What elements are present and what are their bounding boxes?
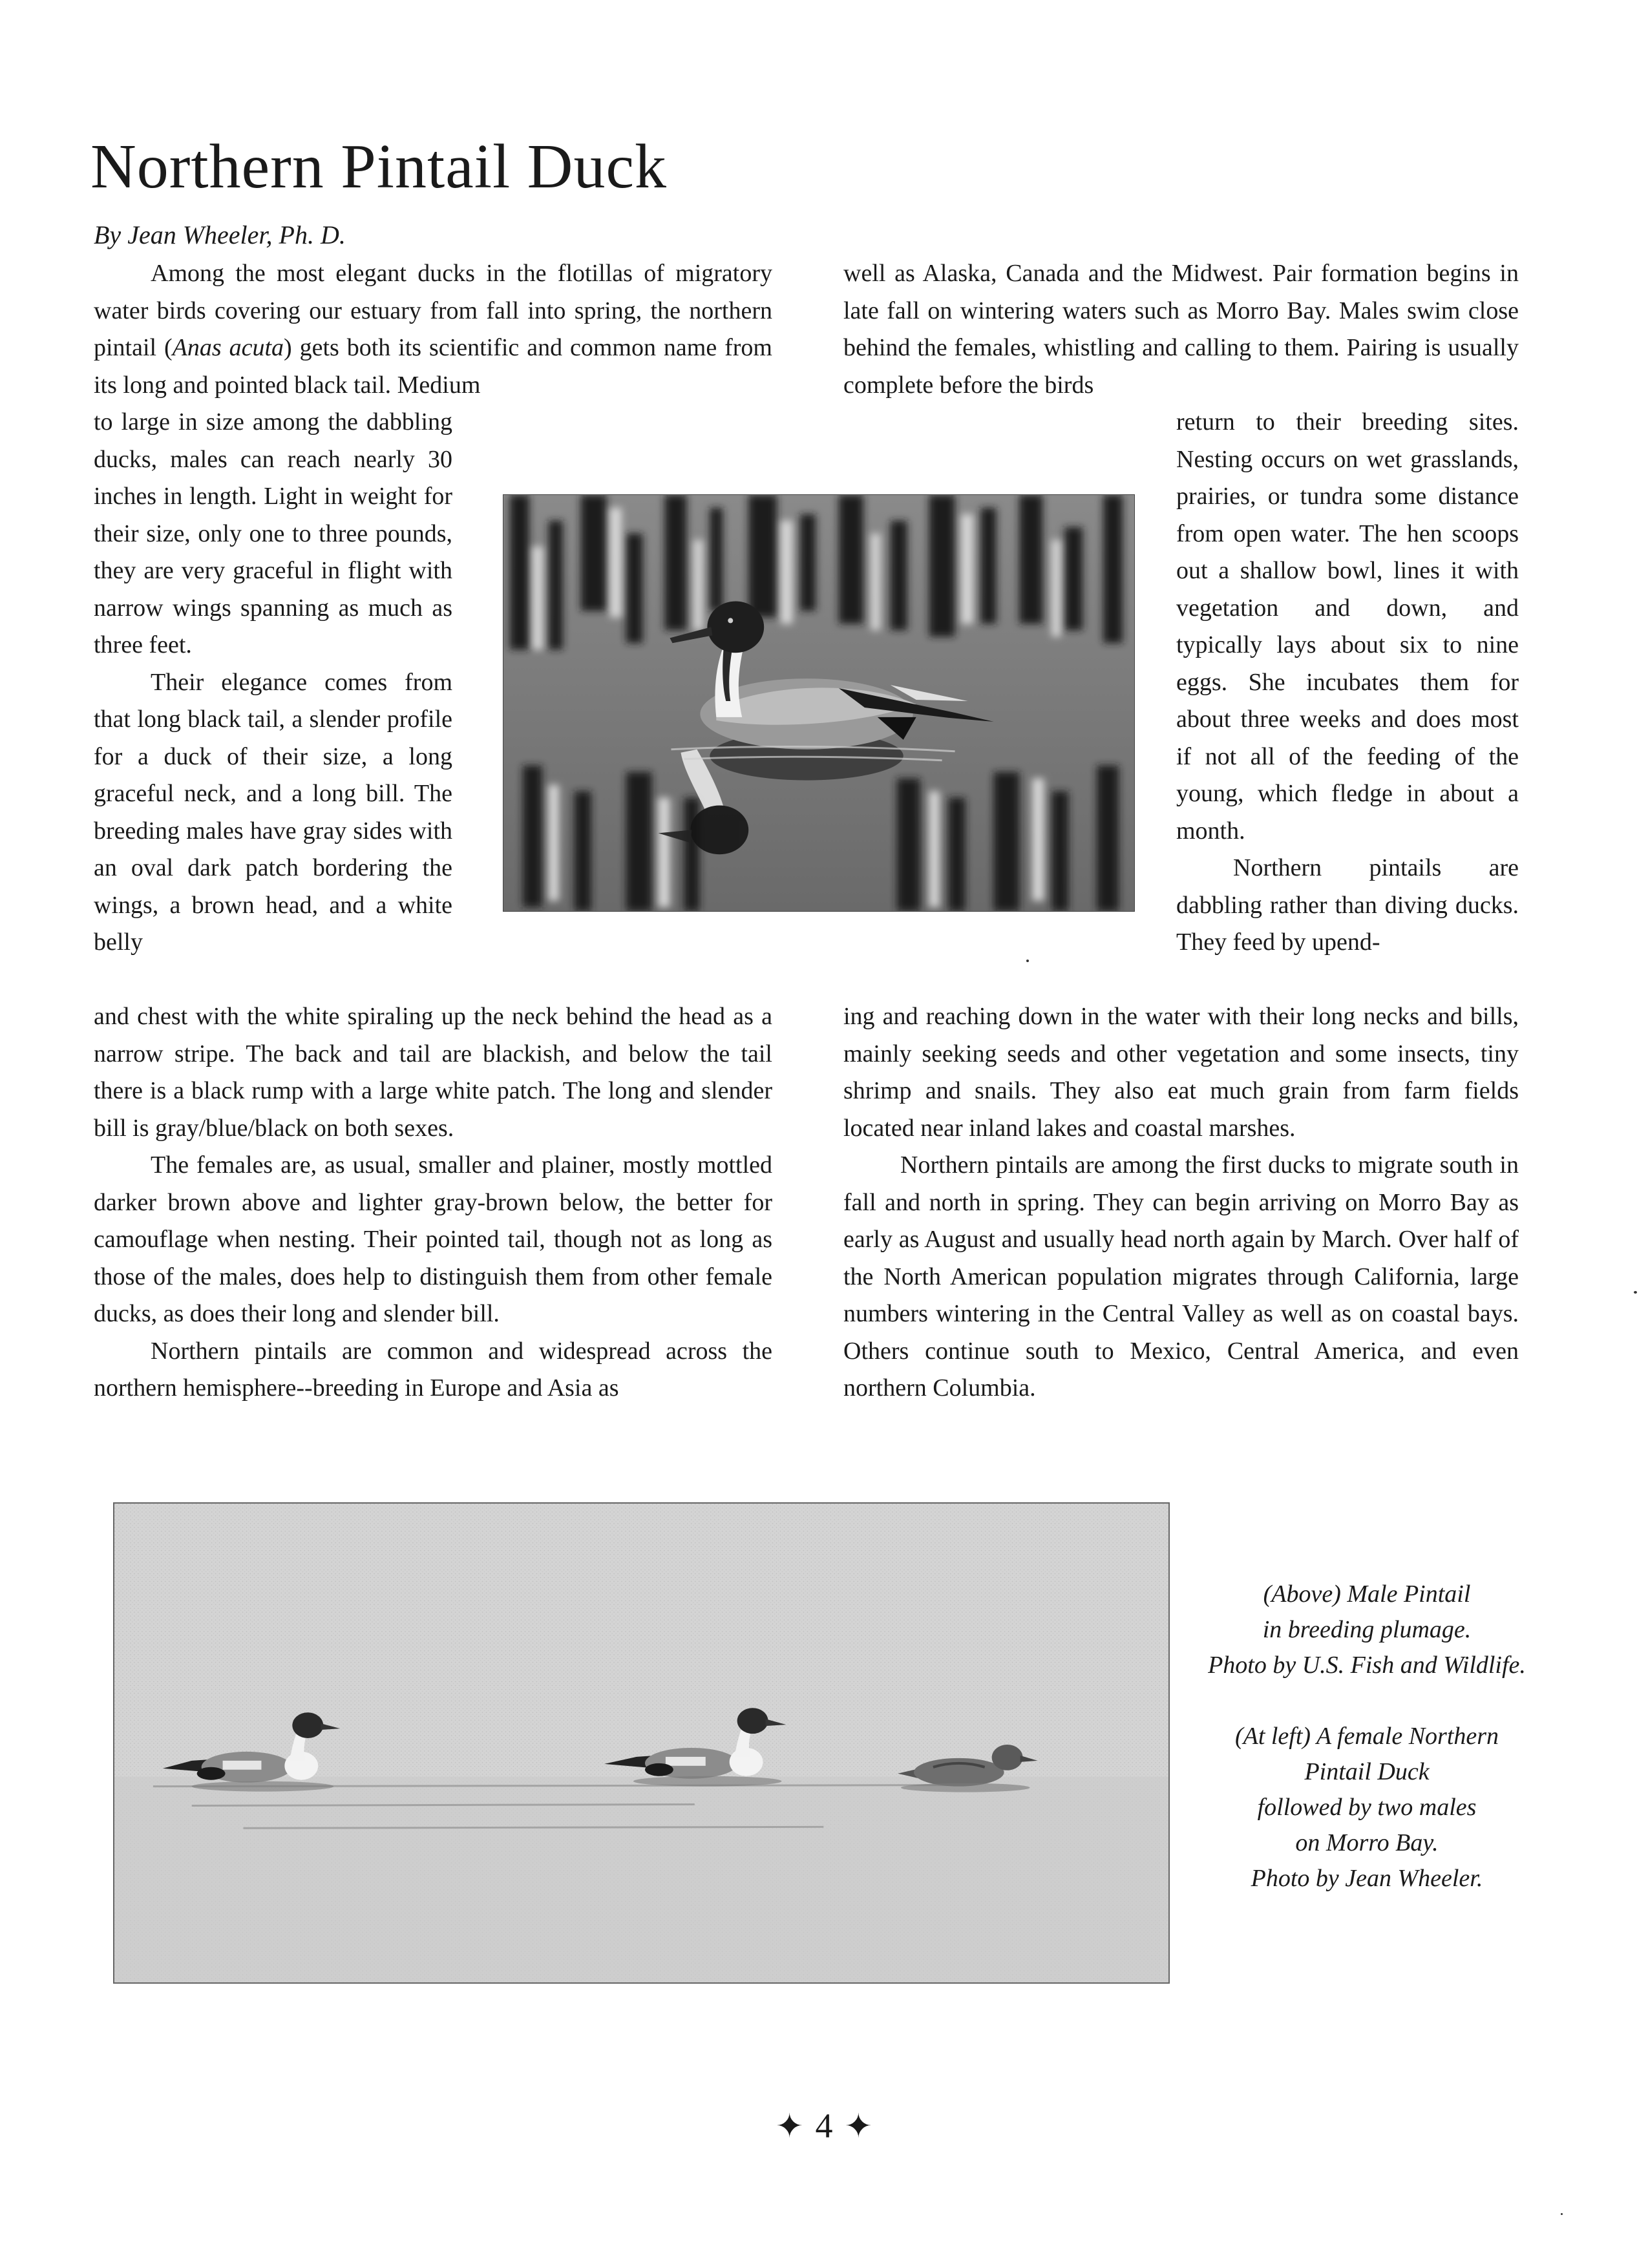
right-column-top	[843, 255, 1519, 404]
pintails-on-morro-bay-photo	[113, 1502, 1170, 1984]
left-column-bottom	[94, 998, 772, 1407]
star-ornament-icon: ✦	[844, 2108, 873, 2145]
male-pintail-photo	[503, 494, 1135, 912]
paragraph-1-continued: to large in size among the dabbling ducks, males can reach nearly 30 inches in length. Light in weight for their size, only one to three pounds, they are very graceful in flight with narrow wings spanning as much as three feet.	[94, 408, 452, 658]
paragraph-5-continued: ing and reaching down in the water with their long necks and bills, mainly seeking seeds and other vegetation and some insects, tiny shrimp and snails. They also eat much grain from farm fields located near inland lakes and coastal marshes.	[843, 1003, 1519, 1142]
scan-speck	[1026, 960, 1029, 962]
caption-male-pintail: (Above) Male Pintail in breeding plumage. Photo by U.S. Fish and Wildlife.	[1208, 1580, 1526, 1679]
caption-female-and-males: (At left) A female Northern Pintail Duck followed by two males on Morro Bay. Photo by Jean Wheeler.	[1234, 1723, 1499, 1892]
paragraph-4-side: return to their breeding sites. Nesting occurs on wet grasslands, prairies, or tundra some distance from open water. The hen scoops out a shallow bowl, lines it with vegetation and down, and typically lays about six to nine eggs. She incubates them for about three weeks and does most if not all of the feeding of the young, which fledge in about a month.	[1176, 408, 1519, 845]
left-column-top	[94, 255, 772, 404]
paragraph-3: The females are, as usual, smaller and plainer, mostly mottled darker brown above and lighter gray-brown below, the better for camouflage when nesting. Their pointed tail, though not as long as those of the males, does help to distinguish them from other female ducks, as does their long and slender bill.	[94, 1151, 772, 1327]
paragraph-6: Northern pintails are among the first ducks to migrate south in fall and north in spring. They can begin arriving on Morro Bay as early as August and usually head north again by March. Over half of the North American population migrates through California, large numbers wintering in the Central Valley as well as on coastal bays. Others continue south to Mexico, Central America, and even northern Columbia.	[843, 1151, 1519, 1402]
page-number	[753, 2103, 895, 2150]
page-number-value: 4	[815, 2106, 833, 2145]
paragraph-2: Their elegance comes from that long black tail, a slender profile for a duck of their size, a long graceful neck, and a long bill. The breeding males have gray sides with an oval dark patch bordering the wings, a brown head, and a white belly	[94, 668, 452, 956]
star-ornament-icon: ✦	[775, 2108, 804, 2145]
scan-speck	[1561, 2213, 1563, 2215]
paragraph-1: Among the most elegant ducks in the flotillas of migratory water birds covering our estuary from fall into spring, the northern pintail (Anas acuta) gets both its scientific and common name from its long and pointed black tail. Medium	[94, 260, 772, 399]
paragraph-4: Northern pintails are common and widespread across the northern hemisphere--breeding in Europe and Asia as	[94, 1337, 772, 1402]
paragraph-2-continued: and chest with the white spiraling up the neck behind the head as a narrow stripe. The back and tail are blackish, and below the tail there is a black rump with a large white patch. The long and slender bill is gray/blue/black on both sexes.	[94, 1003, 772, 1142]
byline: By Jean Wheeler, Ph. D.	[94, 220, 346, 249]
left-column-narrow	[94, 404, 452, 961]
right-column-bottom	[843, 998, 1519, 1407]
paragraph-5-side: Northern pintails are dabbling rather than diving ducks. They feed by upend-	[1176, 854, 1519, 956]
scan-speck	[1634, 1291, 1637, 1294]
scientific-name: Anas acuta	[172, 334, 284, 361]
paragraph-4-continued: well as Alaska, Canada and the Midwest. Pair formation begins in late fall on wintering waters such as Morro Bay. Males swim close behind the females, whistling and calling to them. Pairing is usually complete before the birds	[843, 260, 1519, 399]
right-column-narrow	[1176, 404, 1519, 961]
article-title: Northern Pintail Duck	[90, 132, 667, 202]
